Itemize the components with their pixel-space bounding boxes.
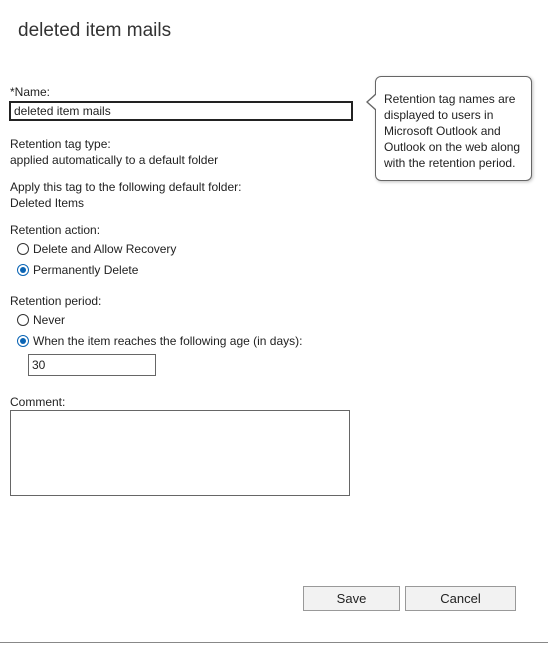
default-folder-value: Deleted Items bbox=[10, 196, 85, 210]
save-button[interactable]: Save bbox=[303, 586, 400, 611]
comment-textarea[interactable] bbox=[10, 410, 350, 496]
retention-action-label: Retention action: bbox=[10, 223, 101, 237]
footer-divider bbox=[0, 642, 548, 643]
tag-type-value: applied automatically to a default folder bbox=[10, 153, 219, 167]
tooltip-text: Retention tag names are displayed to users in Microsoft Outlook and Outlook on the web along with the retention period. bbox=[384, 92, 521, 170]
radio-circle[interactable] bbox=[17, 264, 29, 276]
radio-label: Never bbox=[33, 313, 66, 327]
name-label: *Name: bbox=[10, 85, 51, 99]
radio-label: When the item reaches the following age (in days): bbox=[33, 334, 303, 348]
tag-type-label: Retention tag type: bbox=[10, 137, 111, 151]
radio-permanently-delete[interactable] bbox=[17, 263, 138, 277]
cancel-button[interactable]: Cancel bbox=[405, 586, 516, 611]
radio-age-in-days[interactable] bbox=[17, 334, 302, 348]
radio-circle[interactable] bbox=[17, 314, 29, 326]
default-folder-label: Apply this tag to the following default folder: bbox=[10, 180, 242, 194]
radio-never[interactable] bbox=[17, 313, 65, 327]
name-help-tooltip bbox=[375, 76, 532, 181]
page-title: deleted item mails bbox=[18, 20, 172, 41]
radio-delete-allow-recovery[interactable] bbox=[17, 242, 176, 256]
radio-label: Permanently Delete bbox=[33, 263, 139, 277]
comment-label: Comment: bbox=[10, 395, 66, 409]
radio-circle[interactable] bbox=[17, 335, 29, 347]
retention-period-label: Retention period: bbox=[10, 294, 102, 308]
tooltip-pointer-fill bbox=[368, 94, 377, 110]
name-input[interactable] bbox=[9, 101, 353, 121]
radio-circle[interactable] bbox=[17, 243, 29, 255]
age-days-input[interactable] bbox=[28, 354, 156, 376]
radio-label: Delete and Allow Recovery bbox=[33, 242, 177, 256]
